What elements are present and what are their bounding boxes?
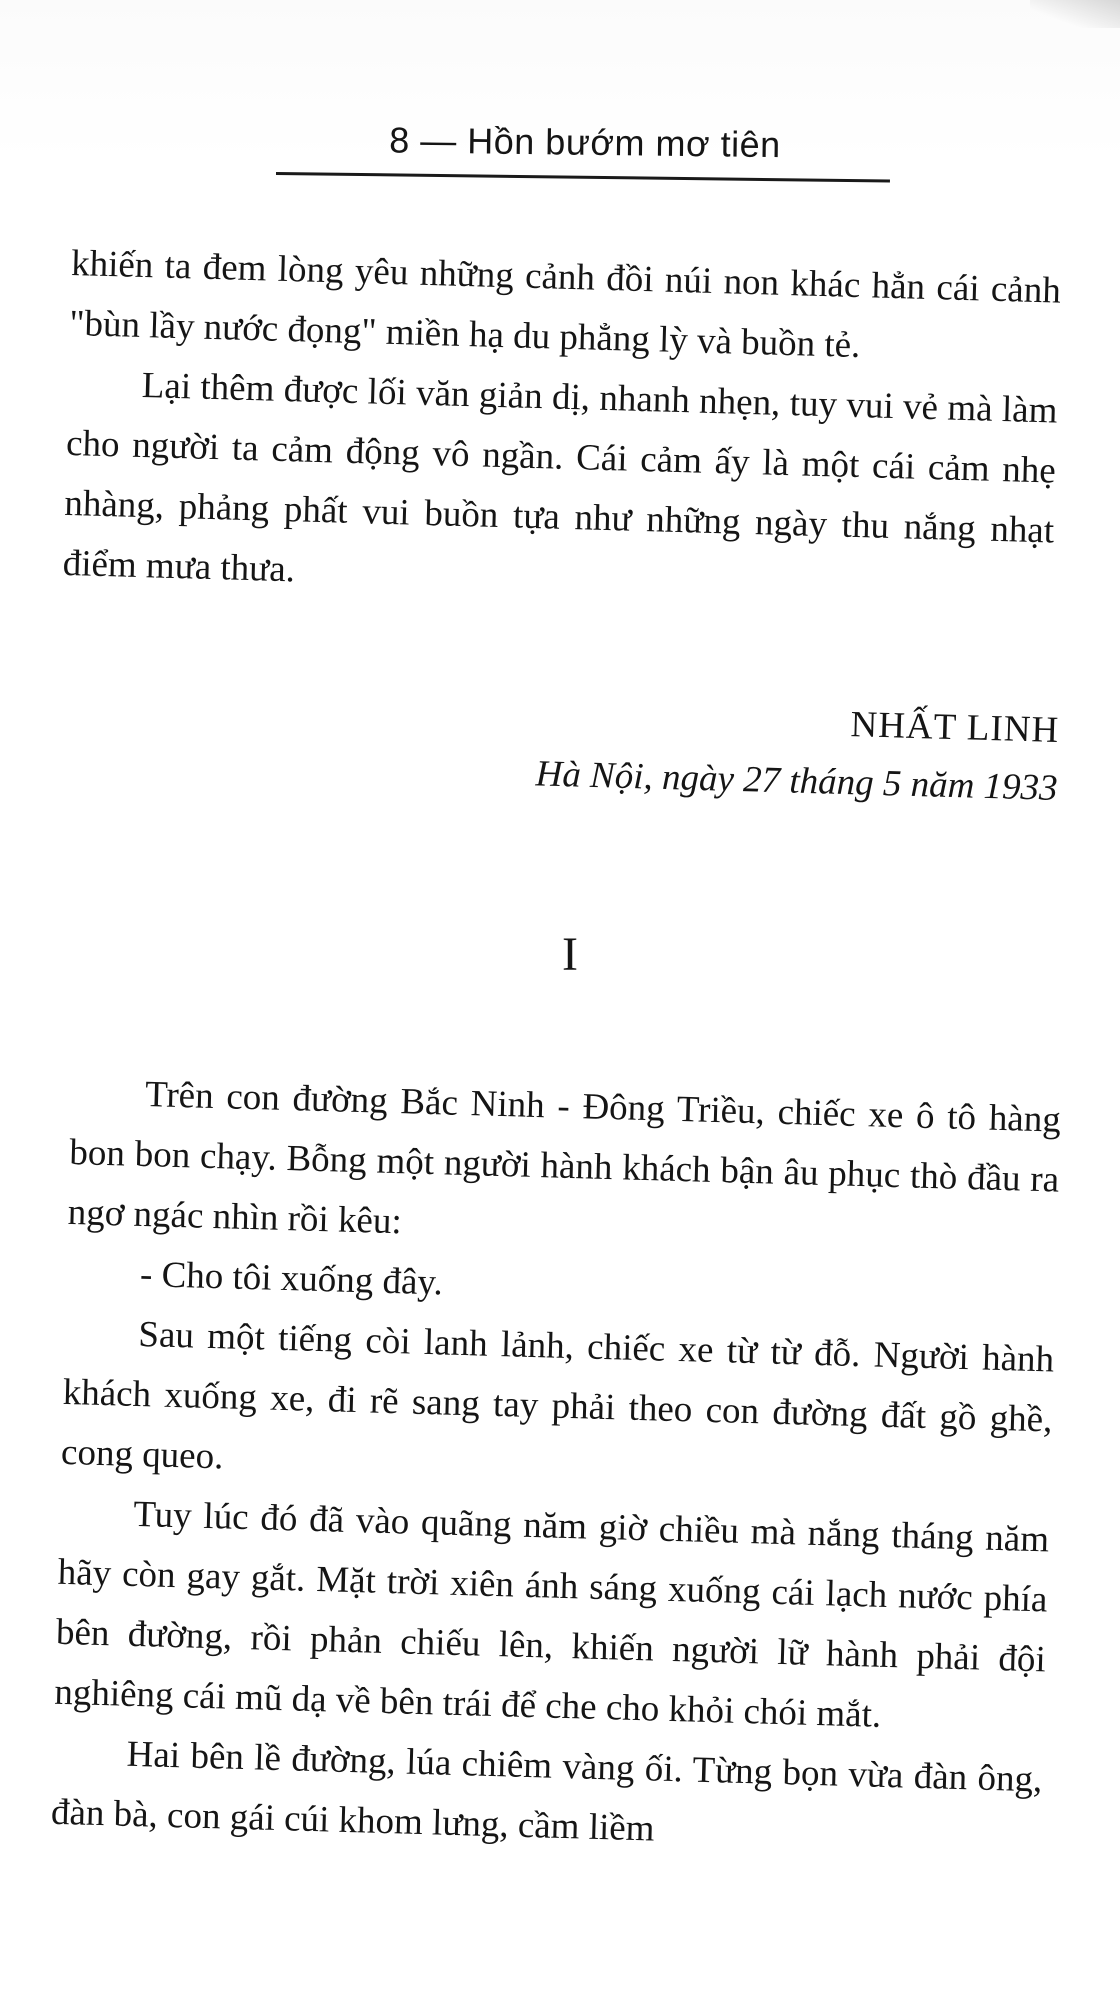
story-text: [50, 1063, 1061, 1870]
story-paragraph: Trên con đường Bắc Ninh - Đông Triều, chiếc xe ô tô hàng bon bon chạy. Bỗng một người hành khách bận âu phục thò đầu ra ngơ ngác nhìn rồi kêu:: [67, 1074, 1062, 1243]
intro-paragraph-continued: khiến ta đem lòng yêu những cảnh đồi núi non khác hẳn cái cảnh "bùn lầy nước đọng" miền hạ du phẳng lỳ và buồn tẻ.: [68, 242, 1062, 367]
intro-text: [62, 234, 1062, 622]
header-rule: [276, 172, 890, 183]
chapter-heading: I: [562, 928, 578, 981]
intro-paragraph: Lại thêm được lối văn giản dị, nhanh nhẹn, tuy vui vẻ mà làm cho người ta cảm động vô ngần. Cái cảm ấy là một cái cảm nhẹ nhàng, phảng phất vui buồn tựa như những ngày thu nắng nhạt điểm mưa thưa.: [62, 365, 1059, 591]
story-dialogue: - Cho tôi xuống đây.: [139, 1253, 444, 1304]
dateline: Hà Nội, ngày 27 tháng 5 năm 1933: [535, 753, 1059, 809]
story-paragraph: Sau một tiếng còi lanh lảnh, chiếc xe từ từ đỗ. Người hành khách xuống xe, đi rẽ sang tay phải theo con đường đất gồ ghề, cong queo.: [60, 1313, 1055, 1478]
running-header: 8 — Hồn bướm mơ tiên: [389, 119, 781, 166]
page-corner-shadow: [1030, 0, 1120, 28]
story-paragraph: Tuy lúc đó đã vào quãng năm giờ chiều mà nắng tháng năm hãy còn gay gắt. Mặt trời xiên ánh sáng xuống cái lạch nước phía bên đường, rồi phản chiếu lên, khiến người lữ hành phải đội nghiêng cái mũ dạ về bên trái để che cho khỏi chói mắt.: [53, 1493, 1050, 1736]
story-paragraph: Hai bên lề đường, lúa chiêm vàng ối. Từng bọn vừa đàn ông, đàn bà, con gái cúi khom lưng, cầm liềm: [50, 1733, 1043, 1850]
signature-block: [417, 684, 1060, 818]
author-name: NHẤT LINH: [849, 704, 1060, 751]
